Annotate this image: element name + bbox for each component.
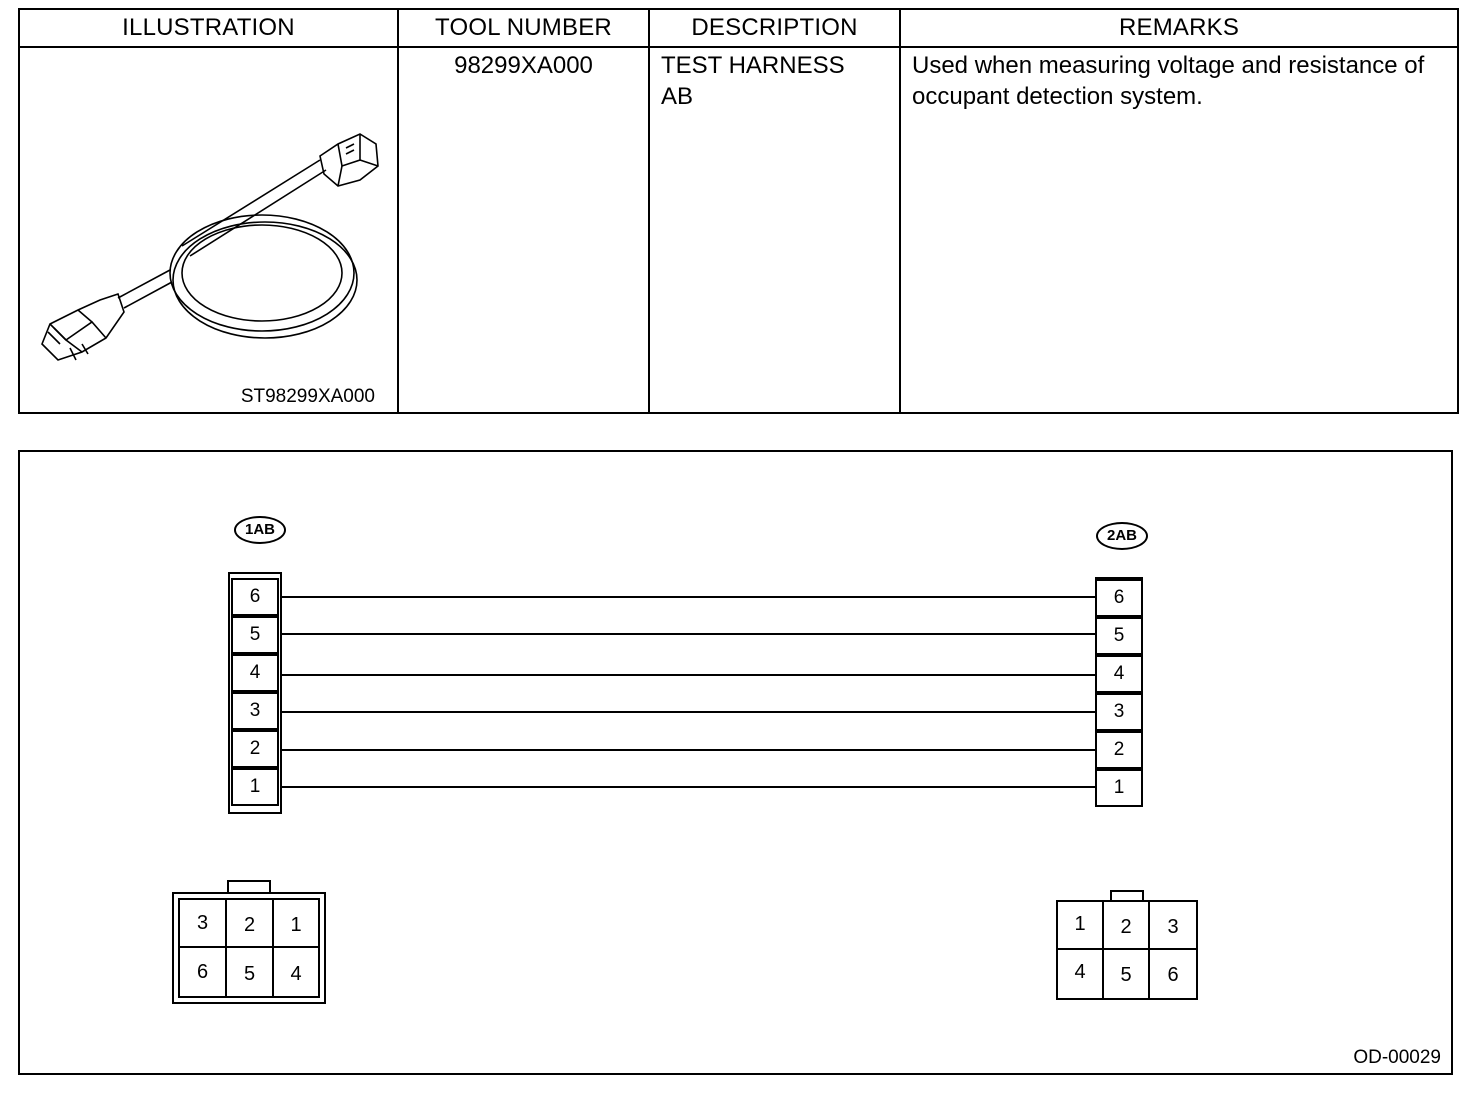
- right-face-cell: 3: [1148, 900, 1198, 950]
- right-pin-2: 2: [1095, 731, 1143, 769]
- description-line: AB: [661, 83, 694, 110]
- left-face-cell: 6: [178, 946, 227, 998]
- right-face-cell: 5: [1102, 948, 1150, 1000]
- header-remarks: REMARKS: [1118, 14, 1240, 41]
- left-face-cell: 4: [272, 946, 320, 998]
- connector-id-left: 1AB: [234, 516, 286, 544]
- right-face-cell: 1: [1056, 900, 1104, 950]
- right-connector: [1095, 579, 1143, 807]
- right-face-cell: 2: [1102, 900, 1150, 950]
- header-tool-number: TOOL NUMBER: [435, 14, 612, 41]
- left-pin-6: 6: [231, 578, 279, 616]
- column-divider: [899, 10, 901, 412]
- column-divider: [648, 10, 650, 412]
- special-tool-table: [18, 8, 1459, 414]
- description-line: TEST HARNESS: [661, 52, 845, 79]
- right-face-cell: 4: [1056, 948, 1104, 1000]
- right-face-cell: 6: [1148, 948, 1198, 1000]
- left-pin-4: 4: [231, 654, 279, 692]
- left-pin-1: 1: [231, 768, 279, 806]
- right-pin-6: 6: [1095, 579, 1143, 617]
- wire-4: [282, 674, 1095, 676]
- illustration-cell: [20, 48, 397, 412]
- tool-number-value: 98299XA000: [454, 52, 593, 79]
- left-connector: [231, 578, 279, 808]
- figure-code: OD-00029: [1353, 1047, 1441, 1068]
- remarks-value: [912, 50, 1457, 112]
- left-connector-face: [172, 880, 326, 1004]
- left-face-cell: 2: [225, 898, 274, 948]
- remarks-line: Used when measuring voltage and resistance of: [912, 52, 1425, 79]
- wiring-diagram: [18, 450, 1453, 1075]
- header-description: DESCRIPTION: [691, 14, 858, 41]
- header-illustration: ILLUSTRATION: [122, 14, 295, 41]
- right-connector-face: [1056, 890, 1198, 1000]
- right-pin-4: 4: [1095, 655, 1143, 693]
- connector-id-right: 2AB: [1096, 522, 1148, 550]
- left-face-cell: 1: [272, 898, 320, 948]
- right-pin-5: 5: [1095, 617, 1143, 655]
- right-pin-1: 1: [1095, 769, 1143, 807]
- remarks-line: occupant detection system.: [912, 83, 1203, 110]
- wire-3: [282, 711, 1095, 713]
- left-face-cell: 5: [225, 946, 274, 998]
- left-pin-5: 5: [231, 616, 279, 654]
- left-face-cell: 3: [178, 898, 227, 948]
- wire-2: [282, 749, 1095, 751]
- illustration-caption: ST98299XA000: [240, 386, 375, 407]
- description-value: [661, 50, 891, 112]
- right-pin-3: 3: [1095, 693, 1143, 731]
- wire-5: [282, 633, 1095, 635]
- wire-6: [282, 596, 1095, 598]
- wire-1: [282, 786, 1095, 788]
- left-pin-2: 2: [231, 730, 279, 768]
- harness-illustration: [20, 48, 397, 412]
- left-pin-3: 3: [231, 692, 279, 730]
